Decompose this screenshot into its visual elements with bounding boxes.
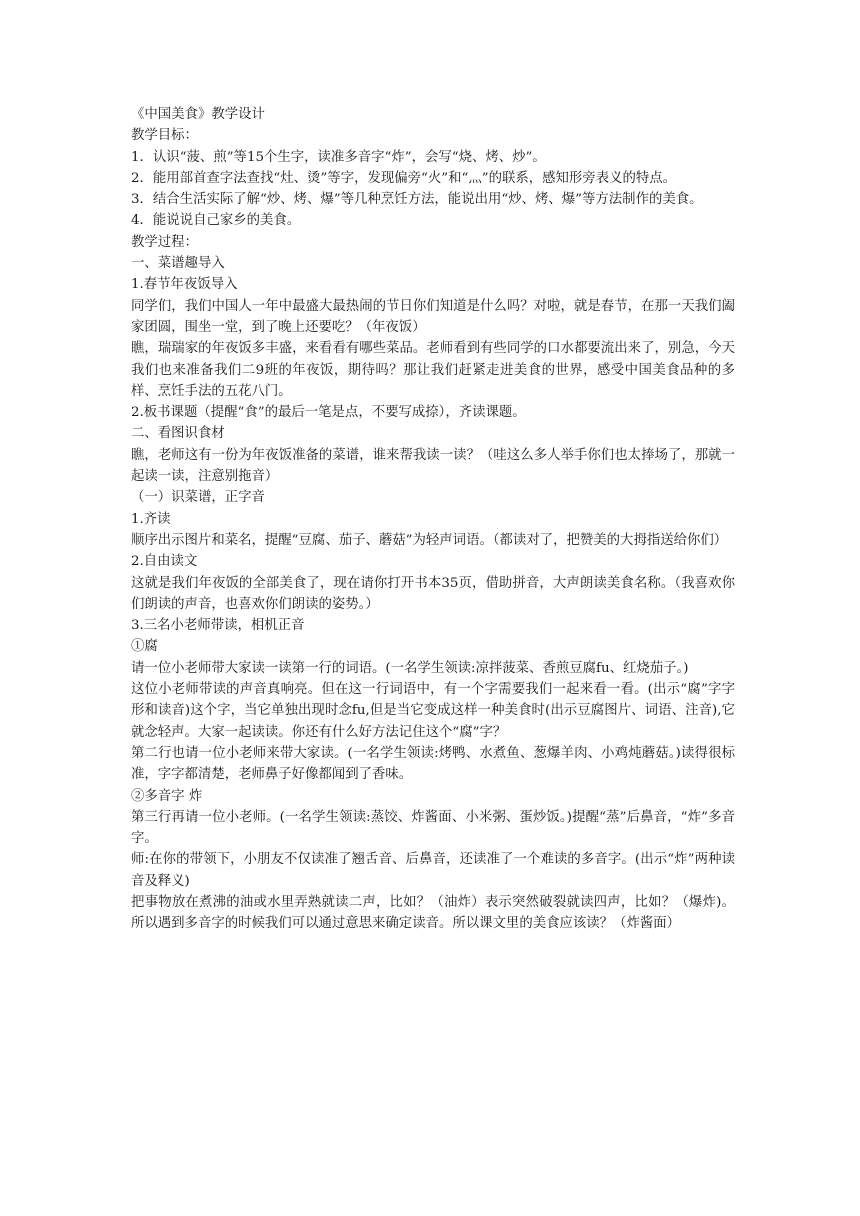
paragraph: 1．认识“菠、煎”等15个生字，读准多音字“炸”，会写“烧、烤、炒”。 xyxy=(131,149,546,165)
paragraph: 瞧，老师这有一份为年夜饭准备的菜谱，谁来帮我读一读？（哇这么多人举手你们也太捧场了，那就一起读一读，注意别拖音） xyxy=(131,447,735,485)
subsection-heading: ①腐 xyxy=(131,639,158,655)
paragraph: 顺序出示图片和菜名，提醒“豆腐、茄子、蘑菇”为轻声词语。（都读对了，把赞美的大拇指送给你们） xyxy=(131,532,728,548)
section-heading: 一、菜谱趣导入 xyxy=(131,256,225,272)
document-title: 《中国美食》教学设计 xyxy=(131,107,265,122)
paragraph: 这位小老师带读的声音真响亮。但在这一行词语中，有一个字需要我们一起来看一看。(出示“腐”字字形和读音)这个字，当它单独出现时念fu,但是当它变成这样一种美食时(出示豆腐图片、词语、注音),它就念轻声。大家一起读读。你还有什么好方法记住这个“腐”字？ xyxy=(131,682,735,740)
paragraph: 2.板书课题（提醒“食”的最后一笔是点，不要写成捺），齐读课题。 xyxy=(131,405,526,421)
paragraph: 请一位小老师带大家读一读第一行的词语。(一名学生领读:凉拌菠菜、香煎豆腐fu、红烧茄子。) xyxy=(131,660,689,676)
paragraph: 教学过程： xyxy=(131,234,198,250)
paragraph: 3．结合生活实际了解“炒、烤、爆”等几种烹饪方法，能说出用“炒、烤、爆”等方法制作的美食。 xyxy=(131,192,703,208)
paragraph: 这就是我们年夜饭的全部美食了，现在请你打开书本35页，借助拼音，大声朗读美食名称。（我喜欢你们朗读的声音，也喜欢你们朗读的姿势。） xyxy=(131,575,735,612)
subsection-heading: ②多音字 炸 xyxy=(131,788,203,804)
paragraph: 师:在你的带领下，小朋友不仅读准了翘舌音、后鼻音，还读准了一个难读的多音字。(出示“炸”两种读音及释义) xyxy=(131,852,735,889)
paragraph: 教学目标： xyxy=(131,128,198,144)
paragraph: 同学们，我们中国人一年中最盛大最热闹的节日你们知道是什么吗？对啦，就是春节，在那一天我们阖家团圆，围坐一堂，到了晚上还要吃？（年夜饭） xyxy=(131,298,735,335)
subsection-heading: 1.春节年夜饭导入 xyxy=(131,277,238,293)
subsection-heading: 2.自由读文 xyxy=(131,554,198,570)
paragraph: 2．能用部首查字法查找“灶、烫”等字，发现偏旁“火”和“灬”的联系，感知形旁表义的特点。 xyxy=(131,170,677,186)
subsection-heading: （一）识菜谱，正字音 xyxy=(131,490,265,506)
section-heading: 二、看图识食材 xyxy=(131,426,225,442)
paragraph: 4．能说说自己家乡的美食。 xyxy=(131,213,301,229)
paragraph: 把事物放在煮沸的油或水里弄熟就读二声，比如？（油炸）表示突然破裂就读四声，比如？（爆炸)。所以遇到多音字的时候我们可以通过意思来确定读音。所以课文里的美食应该读？（炸酱面） xyxy=(131,894,735,932)
subsection-heading: 1.齐读 xyxy=(131,511,171,527)
paragraph: 第二行也请一位小老师来带大家读。(一名学生领读:烤鸭、水煮鱼、葱爆羊肉、小鸡炖蘑菇。)读得很标准，字字都清楚，老师鼻子好像都闻到了香味。 xyxy=(131,745,735,783)
paragraph: 瞧，瑞瑞家的年夜饭多丰盛，来看看有哪些菜品。老师看到有些同学的口水都要流出来了，别急，今天我们也来准备我们二9班的年夜饭，期待吗？那让我们赶紧走进美食的世界，感受中国美食品种的多样、烹饪手法的五花八门。 xyxy=(131,341,735,399)
subsection-heading: 3.三名小老师带读，相机正音 xyxy=(131,618,305,634)
paragraph: 第三行再请一位小老师。(一名学生领读:蒸饺、炸酱面、小米粥、蛋炒饭。)提醒“蒸”后鼻音，“炸”多音字。 xyxy=(131,809,735,847)
document-body xyxy=(131,104,735,935)
